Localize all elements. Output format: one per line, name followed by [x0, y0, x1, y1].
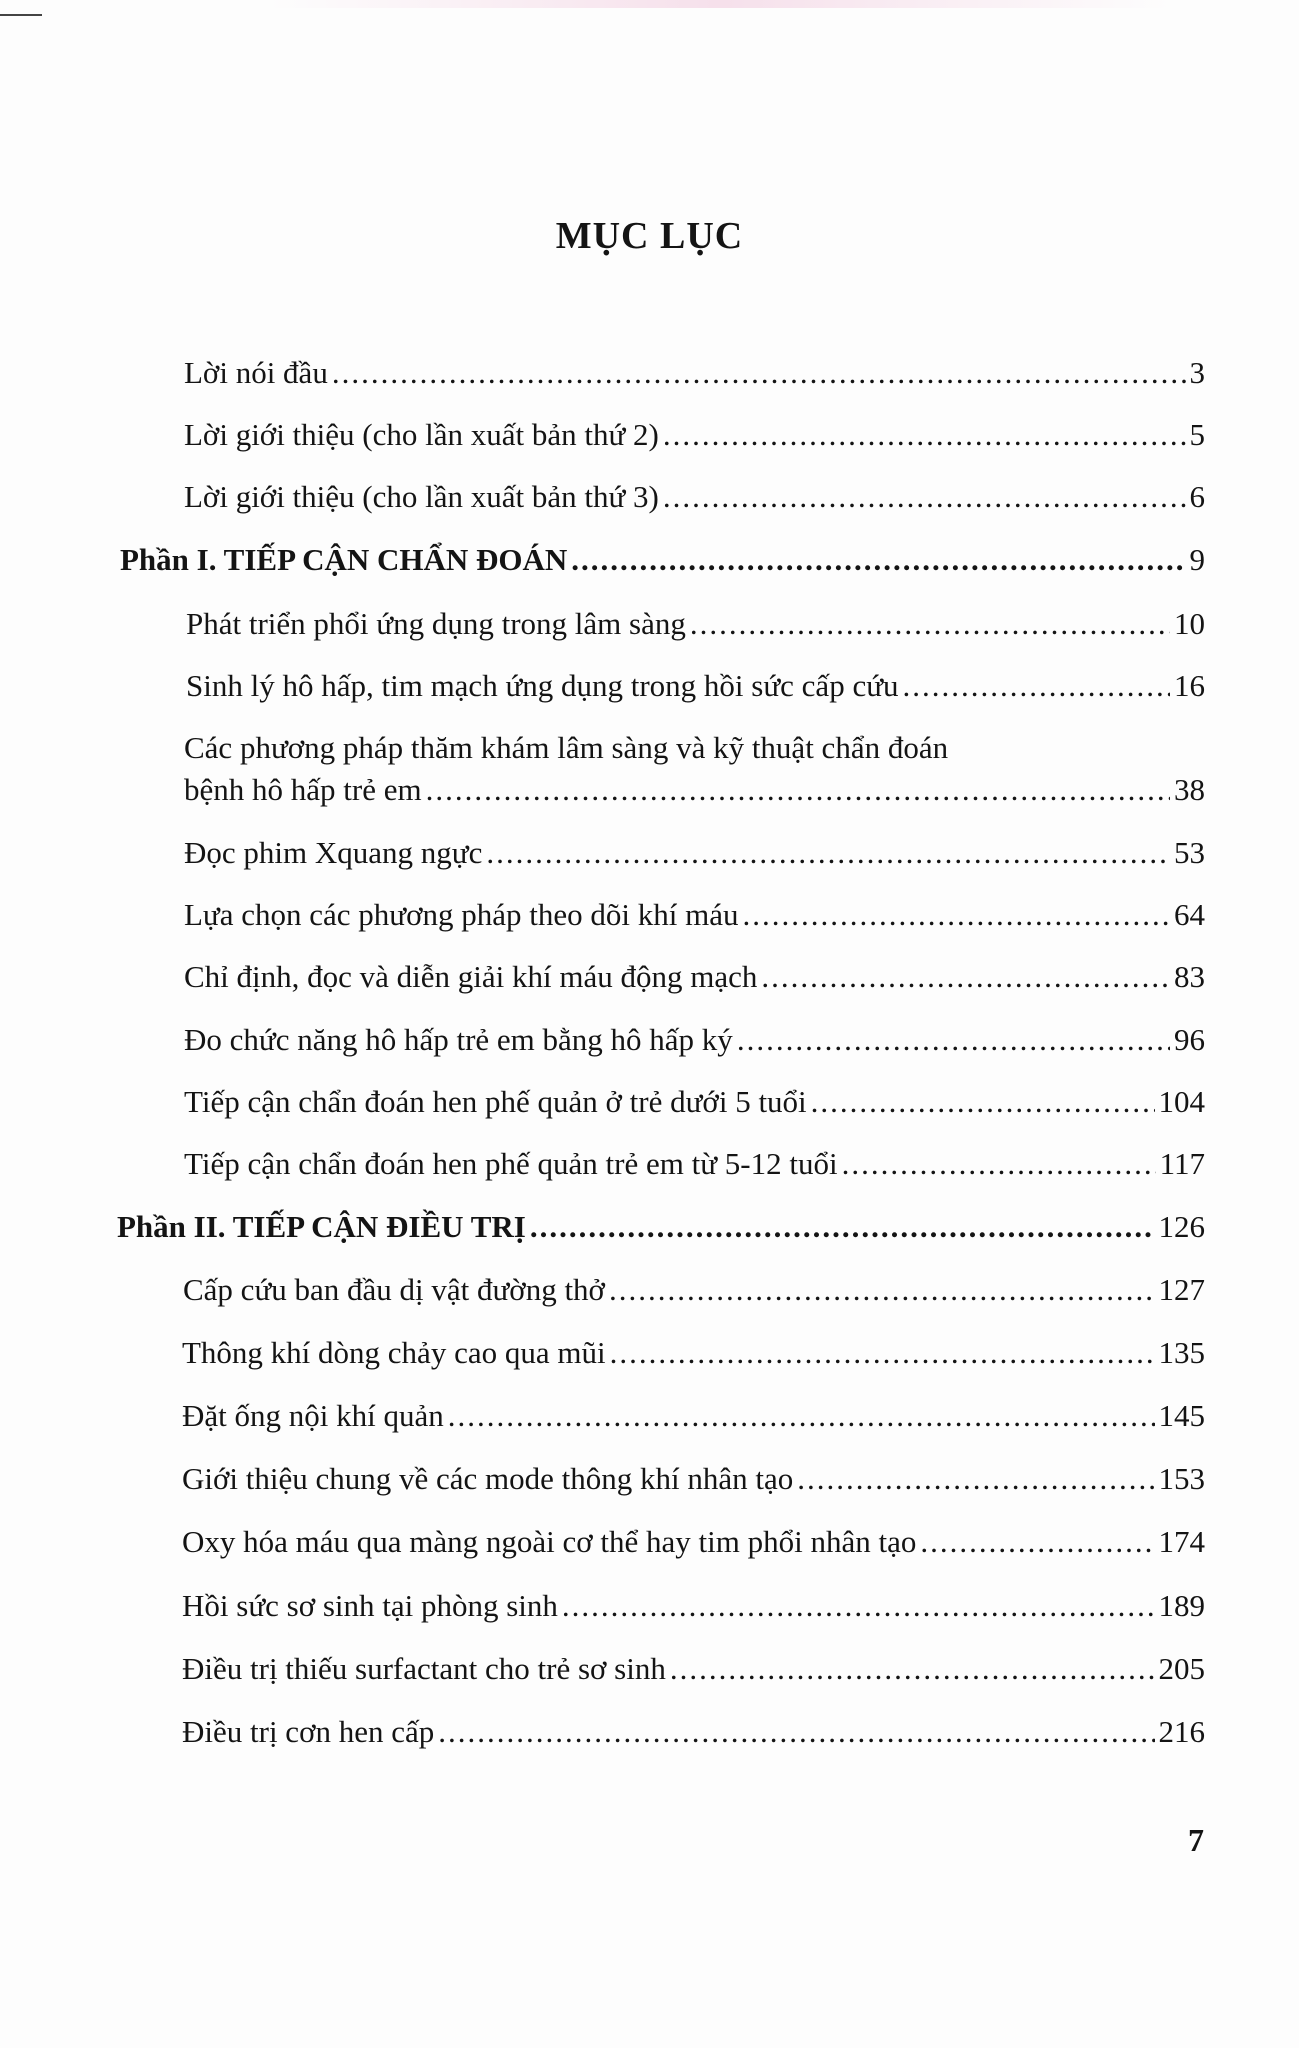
toc-entry: [184, 477, 1205, 517]
toc-entry: [182, 1712, 1205, 1752]
leader-dots: [562, 1586, 1155, 1626]
toc-entry: [186, 666, 1205, 706]
toc-entry-label: Điều trị cơn hen cấp: [182, 1714, 435, 1749]
toc-entry-page: 64: [1174, 897, 1205, 932]
toc-entry-page: 189: [1158, 1588, 1205, 1623]
toc-entry-page: 135: [1158, 1335, 1205, 1370]
toc-entry-label: Thông khí dòng chảy cao qua mũi: [182, 1335, 606, 1370]
toc-part-heading: [117, 1207, 1205, 1247]
toc-entry-page: 96: [1174, 1022, 1205, 1057]
toc-entry-page: 3: [1189, 355, 1205, 390]
scan-color-tint: [270, 0, 1170, 8]
toc-entry: [184, 1144, 1205, 1184]
toc-entry: [184, 1020, 1205, 1060]
toc-entry-label: Tiếp cận chẩn đoán hen phế quản ở trẻ dưới 5 tuổi: [184, 1084, 807, 1119]
toc-entry-label: Tiếp cận chẩn đoán hen phế quản trẻ em từ 5-12 tuổi: [184, 1146, 838, 1181]
toc-entry-page: 83: [1174, 959, 1205, 994]
toc-entry: [184, 1082, 1205, 1122]
toc-entry: [186, 604, 1205, 644]
leader-dots: [610, 1333, 1155, 1373]
toc-entry-page: 205: [1158, 1651, 1205, 1686]
page-number: 7: [1188, 1822, 1204, 1858]
toc-entry-label: Lựa chọn các phương pháp theo dõi khí máu: [184, 897, 739, 932]
leader-dots: [670, 1649, 1155, 1689]
scan-edge-mark: [0, 14, 42, 16]
leader-dots: [663, 415, 1186, 455]
toc-entry-label: Hồi sức sơ sinh tại phòng sinh: [182, 1588, 558, 1623]
toc-entry: [184, 895, 1205, 935]
toc-entry-label: Phần I. TIẾP CẬN CHẨN ĐOÁN: [120, 542, 568, 577]
toc-entry: [182, 1586, 1205, 1626]
toc-entry: [184, 415, 1205, 455]
toc-entry-page: 145: [1158, 1398, 1205, 1433]
toc-entry-page: 126: [1158, 1209, 1205, 1244]
toc-entry: [182, 1459, 1205, 1499]
leader-dots: [920, 1522, 1154, 1562]
toc-part-heading: [120, 540, 1205, 580]
leader-dots: [448, 1396, 1155, 1436]
leader-dots: [663, 477, 1186, 517]
toc-entry-page: 38: [1174, 772, 1205, 807]
toc-entry: [182, 1522, 1205, 1562]
toc-entry-label: Đo chức năng hô hấp trẻ em bằng hô hấp ký: [184, 1022, 733, 1057]
toc-entry-label: Chỉ định, đọc và diễn giải khí máu động mạch: [184, 959, 758, 994]
toc-entry-page: 216: [1158, 1714, 1205, 1749]
leader-dots: [761, 957, 1170, 997]
toc-entry-page: 53: [1174, 835, 1205, 870]
toc-entry-page: 9: [1189, 542, 1205, 577]
toc-entry: [184, 833, 1205, 873]
toc-entry: [184, 957, 1205, 997]
leader-dots: [811, 1082, 1155, 1122]
leader-dots: [332, 353, 1186, 393]
leader-dots: [530, 1207, 1155, 1247]
toc-entry-page: 16: [1174, 668, 1205, 703]
leader-dots: [571, 540, 1185, 580]
leader-dots: [742, 895, 1170, 935]
toc-entry-page: 6: [1189, 479, 1205, 514]
toc-entry-label: Oxy hóa máu qua màng ngoài cơ thể hay tim phổi nhân tạo: [182, 1524, 917, 1559]
toc-entry-page: 5: [1189, 417, 1205, 452]
toc-entry: [182, 1649, 1205, 1689]
leader-dots: [609, 1270, 1155, 1310]
leader-dots: [426, 770, 1170, 810]
leader-dots: [737, 1020, 1170, 1060]
toc-entry-label: Điều trị thiếu surfactant cho trẻ sơ sinh: [182, 1651, 666, 1686]
toc-entry-page: 104: [1158, 1084, 1205, 1119]
toc-entry-label: Sinh lý hô hấp, tim mạch ứng dụng trong hồi sức cấp cứu: [186, 668, 899, 703]
toc-entry-page: 10: [1174, 606, 1205, 641]
toc-entry-page: 117: [1159, 1146, 1205, 1181]
toc-entry: [183, 1270, 1205, 1310]
leader-dots: [690, 604, 1170, 644]
toc-entry-label: Lời giới thiệu (cho lần xuất bản thứ 3): [184, 479, 659, 514]
leader-dots: [797, 1459, 1154, 1499]
toc-entry-page: 127: [1158, 1272, 1205, 1307]
leader-dots: [842, 1144, 1156, 1184]
toc-entry-label: Phát triển phổi ứng dụng trong lâm sàng: [186, 606, 686, 641]
toc-entry-label: Đọc phim Xquang ngực: [184, 835, 483, 870]
leader-dots: [903, 666, 1170, 706]
toc-entry-page: 174: [1158, 1524, 1205, 1559]
toc-entry: [184, 353, 1205, 393]
toc-entry-label: bệnh hô hấp trẻ em: [184, 772, 422, 807]
toc-entry-page: 153: [1158, 1461, 1205, 1496]
toc-entry: [184, 770, 1205, 810]
toc-entry: [182, 1396, 1205, 1436]
toc-entry-label: Lời giới thiệu (cho lần xuất bản thứ 2): [184, 417, 659, 452]
toc-entry-label: Đặt ống nội khí quản: [182, 1398, 444, 1433]
toc-entry-label: Lời nói đầu: [184, 355, 328, 390]
toc-entry: [182, 1333, 1205, 1373]
toc-entry-label-line1: Các phương pháp thăm khám lâm sàng và kỹ thuật chẩn đoán: [184, 730, 949, 765]
toc-entry-label: Phần II. TIẾP CẬN ĐIỀU TRỊ: [117, 1209, 526, 1244]
leader-dots: [486, 833, 1170, 873]
toc-entry-label: Giới thiệu chung về các mode thông khí nhân tạo: [182, 1461, 794, 1496]
toc-title: MỤC LỤC: [555, 215, 744, 257]
leader-dots: [438, 1712, 1154, 1752]
toc-entry-label: Cấp cứu ban đầu dị vật đường thở: [183, 1272, 605, 1307]
